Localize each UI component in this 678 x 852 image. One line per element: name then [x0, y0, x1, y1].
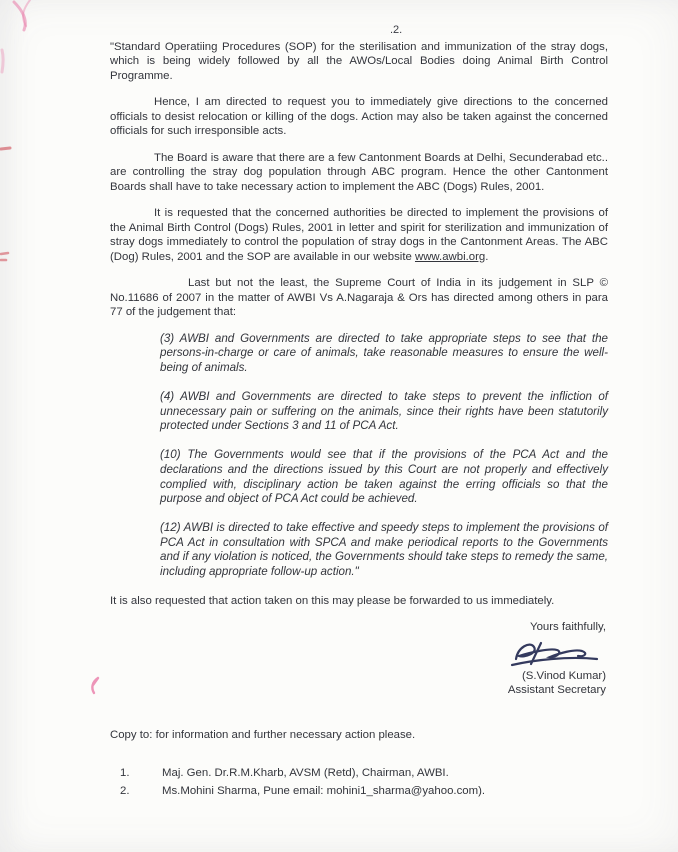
list-item-number: 1.	[120, 767, 130, 780]
awbi-website-link[interactable]: www.awbi.org	[414, 250, 486, 263]
signature-scribble	[508, 637, 600, 669]
scan-mark-left-edge-3	[0, 250, 12, 264]
closing-block	[110, 620, 608, 697]
page-number: .2.	[390, 24, 403, 36]
valediction: Yours faithfully,	[530, 621, 606, 634]
paragraph-supreme-court: Last but not the least, the Supreme Court of India in its judgement in SLP © No.11686 of 2007 in the matter of AWBI Vs A.Nagaraja & Ors has directed among others in para 77 of the judgement that:	[110, 277, 608, 319]
copy-to-label: Copy to: for information and further necessary action please.	[110, 728, 416, 741]
paragraph-abc-rules-text: It is requested that the concerned authorities be directed to implement the provisions of the Animal Birth Control (Dogs) Rules, 2001 in letter and spirit for sterilization and immunization of stray dogs immediately to control the population of stray dogs in the Cantonment Areas. The ABC (Dog) Rules, 2001 and the SOP are available in our website	[110, 207, 608, 263]
list-item-text: Maj. Gen. Dr.R.M.Kharb, AVSM (Retd), Chairman, AWBI.	[162, 767, 449, 780]
list-item	[120, 766, 608, 780]
paragraph-directions: Hence, I am directed to request you to immediately give directions to the concerned officials to desist relocation or killing of the dogs. Action may also be taken against the concerned officials for such irresponsible acts.	[110, 96, 608, 138]
paragraph-sop: "Standard Operatiing Procedures (SOP) for the sterilisation and immunization of the stray dogs, which is being widely followed by all the AWOs/Local Bodies doing Animal Birth Control Programme.	[110, 41, 608, 82]
judgement-quote-3: (3) AWBI and Governments are directed to take appropriate steps to see that the persons-in-charge or care of animals, take reasonable measures to ensure the well-being of animals.	[160, 331, 608, 375]
signatory-name: (S.Vinod Kumar)	[522, 669, 606, 682]
copy-to-list	[110, 766, 608, 798]
scan-mark-top-left	[10, 0, 40, 34]
list-item	[120, 784, 608, 798]
paragraph-action-request: It is also requested that action taken on this may please be forwarded to us immediately.	[110, 594, 555, 607]
letter-body	[110, 40, 608, 801]
scan-mark-pen-tick	[88, 676, 102, 696]
list-item-text: Ms.Mohini Sharma, Pune email: mohini1_sharma@yahoo.com).	[162, 784, 486, 797]
copy-to-section	[110, 728, 608, 798]
list-item-number: 2.	[120, 784, 130, 797]
paragraph-abc-rules	[110, 206, 608, 264]
judgement-quote-10: (10) The Governments would see that if the provisions of the PCA Act and the declarations and the directions issued by this Court are not properly and effectively complied with, disciplinary action be taken against the erring officials so that the purpose and object of PCA Act could be achieved.	[160, 448, 608, 506]
signature	[110, 637, 606, 669]
scan-mark-left-edge-2	[0, 144, 12, 154]
paragraph-cantonment-boards: The Board is aware that there are a few Cantonment Boards at Delhi, Secunderabad etc.. are controlling the stray dog population through ABC program. Hence the other Cantonment Boards shall have to take necessary action to implement the ABC (Dogs) Rules, 2001.	[110, 151, 608, 193]
paragraph-abc-rules-period: .	[485, 250, 489, 263]
scan-mark-left-edge-1	[0, 48, 8, 74]
judgement-quote-4: (4) AWBI and Governments are directed to take steps to prevent the infliction of unnecessary pain or suffering on the animals, since their rights have been statutorily protected under Sections 3 and 11 of PCA Act.	[160, 389, 608, 433]
judgement-quote-12: (12) AWBI is directed to take effective and speedy steps to implement the provisions of PCA Act in consultation with SPCA and make periodical reports to the Governments and if any violation is noticed, the Governments should take steps to remedy the same, including appropriate follow-up action."	[160, 520, 608, 579]
signatory-title: Assistant Secretary	[507, 684, 606, 697]
